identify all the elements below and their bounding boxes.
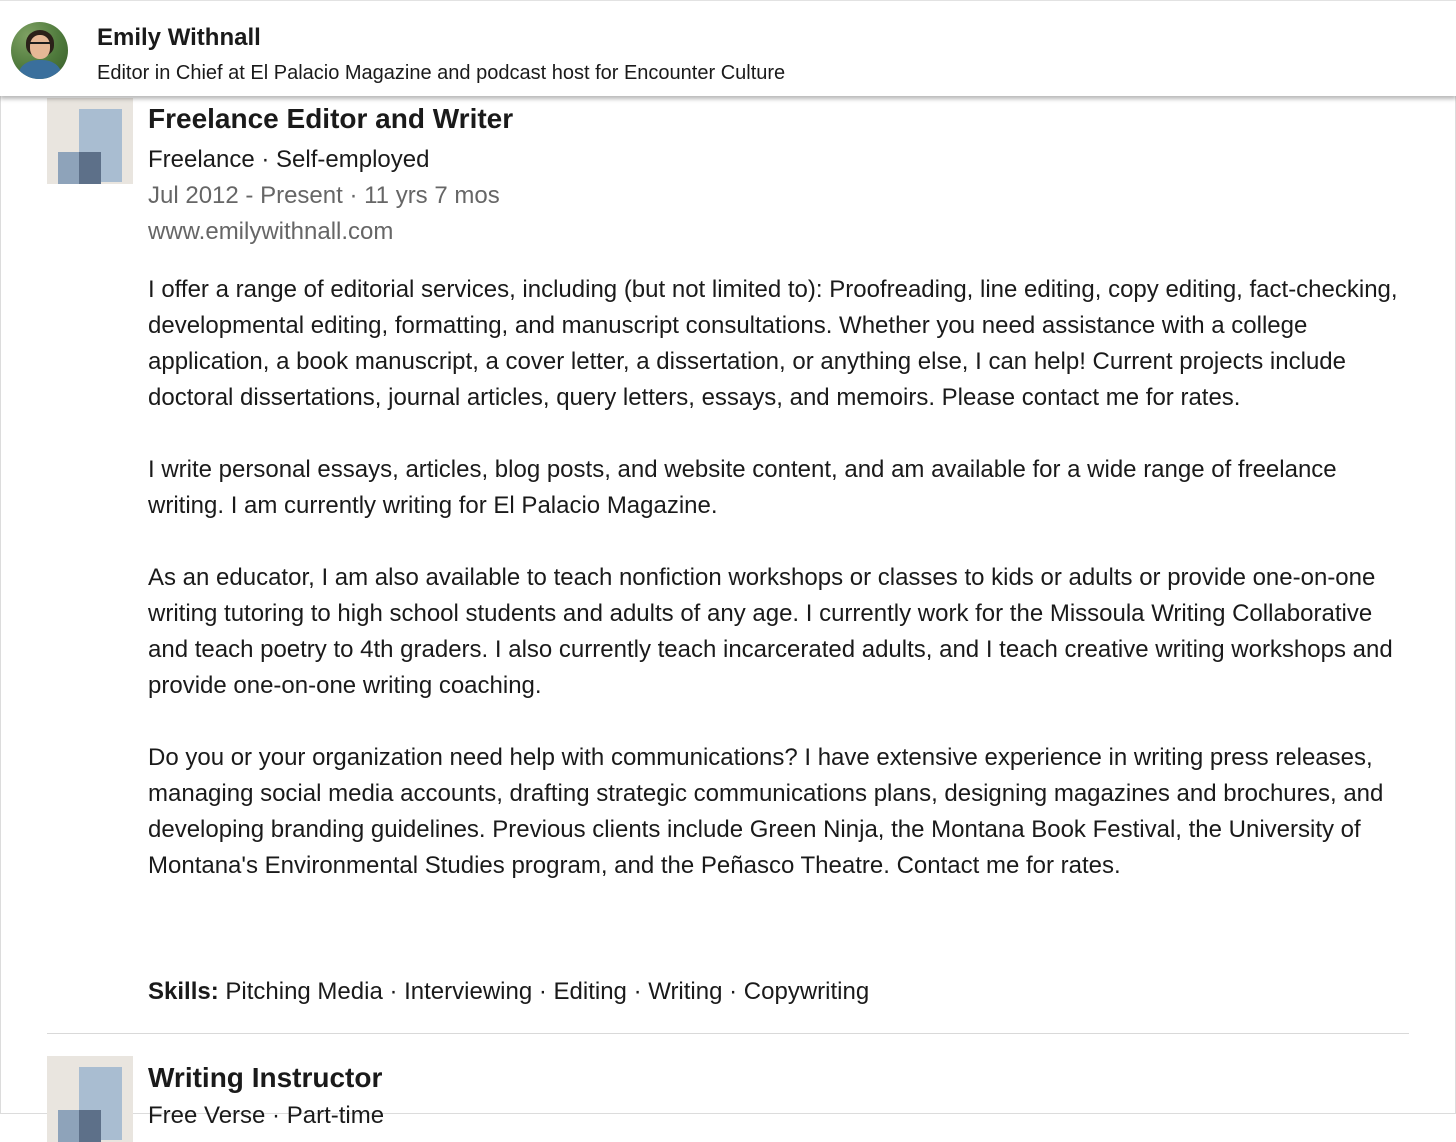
skills-label: Skills: — [148, 978, 219, 1005]
company-logo[interactable] — [47, 98, 133, 184]
profile-sticky-header — [0, 0, 1456, 96]
experience-dates: Jul 2012 - Present · 11 yrs 7 mos — [148, 182, 500, 209]
experience-divider — [47, 1033, 1409, 1034]
profile-name[interactable]: Emily Withnall — [97, 24, 261, 51]
experience-description — [148, 272, 1410, 920]
profile-avatar[interactable] — [11, 22, 68, 79]
company-logo[interactable] — [47, 1056, 133, 1142]
experience-website: www.emilywithnall.com — [148, 218, 394, 245]
description-paragraph: As an educator, I am also available to teach nonfiction workshops or classes to kids or adults or provide one-on-one writing tutoring to high school students and adults of any age. I currently work for the Missoula Writing Collaborative and teach poetry to 4th graders. I also currently teach incarcerated adults, and I teach creative writing workshops and provide one-on-one writing coaching. — [148, 564, 1393, 699]
experience-employment: Free Verse · Part-time — [148, 1102, 385, 1129]
skills-list: Pitching Media · Interviewing · Editing · Writing · Copywriting — [225, 978, 870, 1005]
description-paragraph: I offer a range of editorial services, including (but not limited to): Proofreading, line editing, copy editing, fact-checking, developmental editing, formatting, and manuscript consultations. Whether you need assistance with a college application, a book manuscript, a cover letter, a dissertation, or anything else, I can help! Current projects include doctoral dissertations, journal articles, query letters, essays, and memoirs. Please contact me for rates. — [148, 276, 1398, 411]
description-paragraph: Do you or your organization need help with communications? I have extensive experience in writing press releases, managing social media accounts, drafting strategic communications plans, designing magazines and brochures, and developing branding guidelines. Previous clients include Green Ninja, the Montana Book Festival, the University of Montana's Environmental Studies program, and the Peñasco Theatre. Contact me for rates. — [148, 744, 1384, 879]
experience-skills[interactable] — [148, 978, 869, 1006]
experience-employment: Freelance · Self-employed — [148, 146, 430, 173]
description-paragraph: I write personal essays, articles, blog posts, and website content, and am available for a wide range of freelance writing. I am currently writing for El Palacio Magazine. — [148, 456, 1337, 519]
experience-title: Writing Instructor — [148, 1062, 383, 1093]
profile-headline: Editor in Chief at El Palacio Magazine and podcast host for Encounter Culture — [97, 62, 786, 84]
experience-title: Freelance Editor and Writer — [148, 103, 514, 134]
